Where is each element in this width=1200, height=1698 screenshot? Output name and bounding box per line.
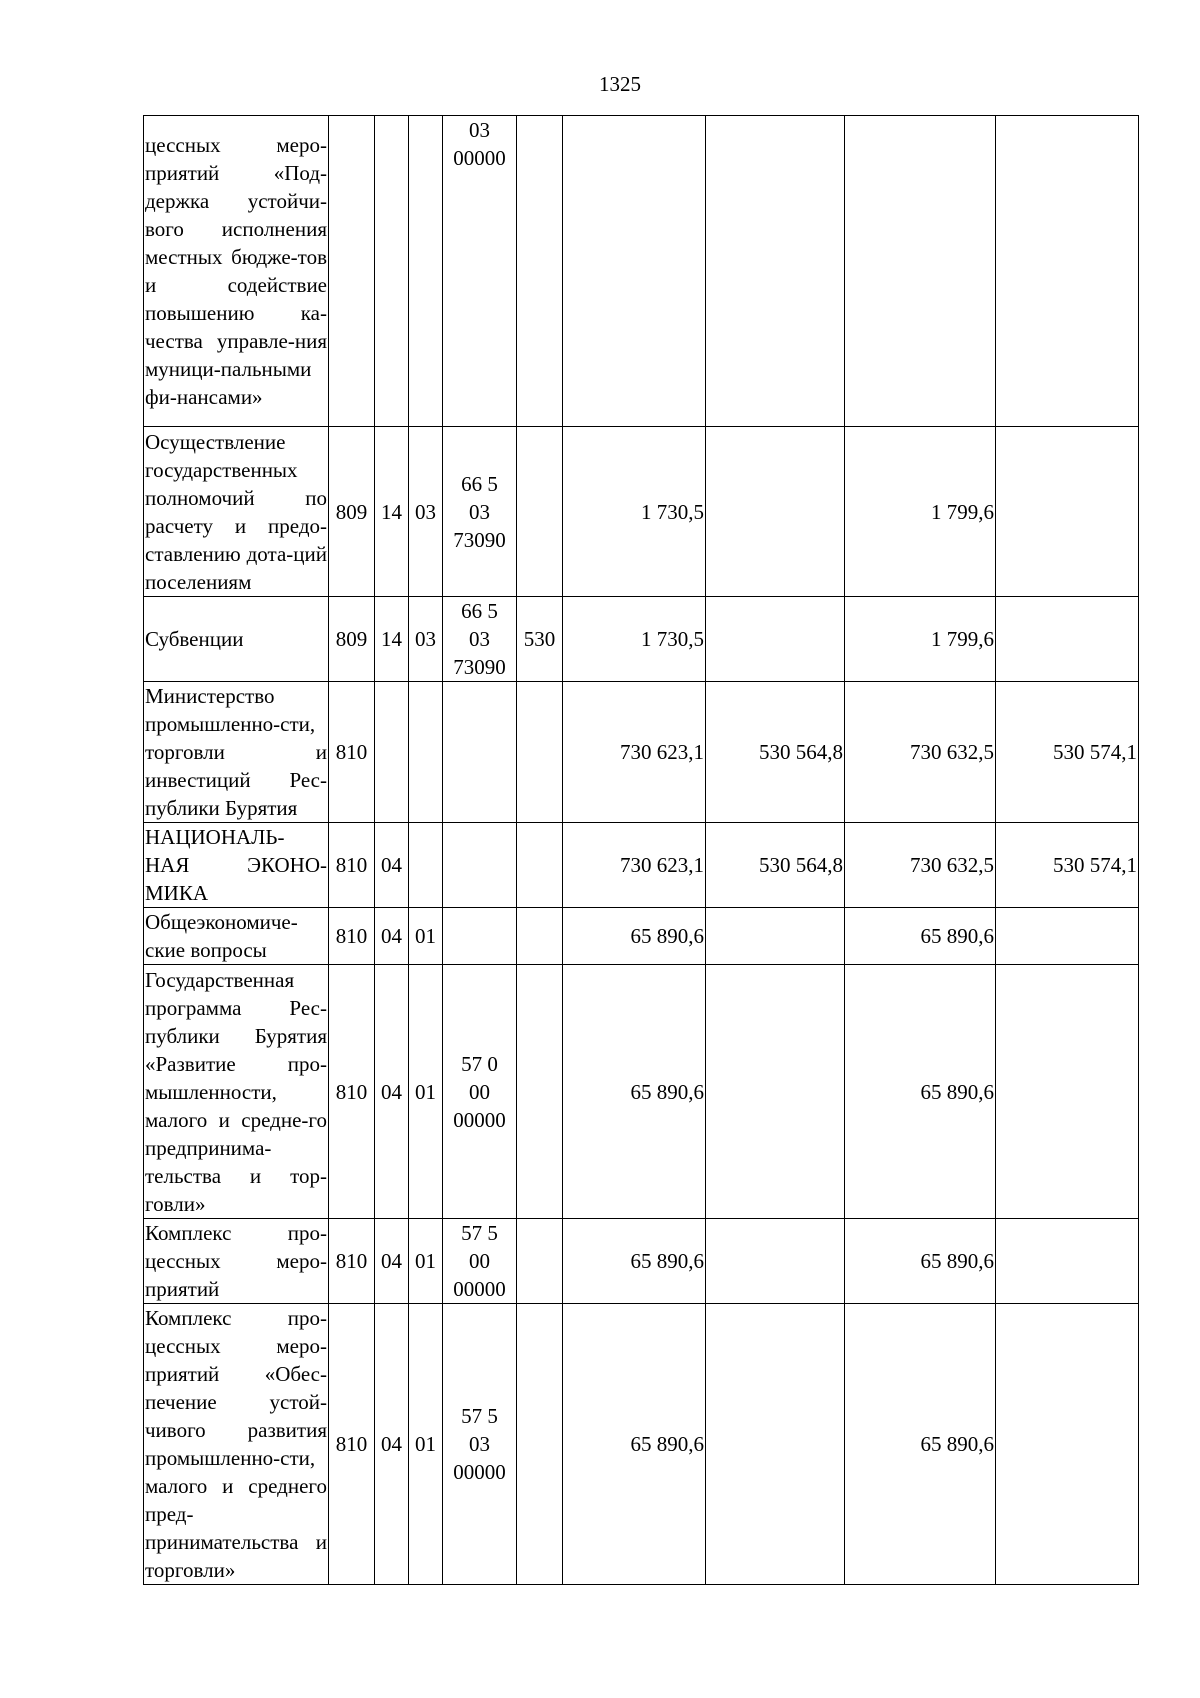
section-code [375, 682, 409, 823]
table-row [144, 965, 1139, 1219]
expense-type-code [517, 682, 563, 823]
amount-4 [996, 1219, 1139, 1304]
amount-2 [706, 965, 845, 1219]
row-name: Государственная программа Рес-публики Бурятия «Развитие про-мышленности, малого и средне-го предпринима-тельства и тор-говли» [144, 965, 329, 1219]
amount-2 [706, 1219, 845, 1304]
amount-2 [706, 1304, 845, 1585]
section-code [375, 116, 409, 427]
row-name: Комплекс про-цессных меро-приятий [144, 1219, 329, 1304]
table-row [144, 427, 1139, 597]
row-name: Осуществление государственных полномочий по расчету и предо-ставлению дота-ций поселениям [144, 427, 329, 597]
subsection-code: 03 [409, 597, 443, 682]
row-name: Общеэкономиче-ские вопросы [144, 908, 329, 965]
amount-3: 1 799,6 [845, 597, 996, 682]
amount-3 [845, 116, 996, 427]
target-article-code [443, 908, 517, 965]
expense-type-code [517, 965, 563, 1219]
section-code: 04 [375, 908, 409, 965]
amount-2: 530 564,8 [706, 823, 845, 908]
amount-4: 530 574,1 [996, 823, 1139, 908]
ministry-code: 809 [329, 427, 375, 597]
expense-type-code [517, 427, 563, 597]
amount-3: 65 890,6 [845, 965, 996, 1219]
target-article-code: 57 5 03 00000 [443, 1304, 517, 1585]
ministry-code: 810 [329, 823, 375, 908]
amount-1: 65 890,6 [563, 1219, 706, 1304]
amount-3: 65 890,6 [845, 1304, 996, 1585]
target-article-code: 66 5 03 73090 [443, 427, 517, 597]
table-row [144, 597, 1139, 682]
target-article-code: 66 5 03 73090 [443, 597, 517, 682]
amount-4 [996, 116, 1139, 427]
table-row [144, 116, 1139, 427]
subsection-code: 01 [409, 1219, 443, 1304]
ministry-code: 809 [329, 597, 375, 682]
target-article-code [443, 682, 517, 823]
amount-3: 1 799,6 [845, 427, 996, 597]
amount-1: 65 890,6 [563, 908, 706, 965]
row-name: Комплекс про-цессных меро-приятий «Обес-печение устой-чивого развития промышленно-сти, малого и среднего пред-принимательства и торговли» [144, 1304, 329, 1585]
target-article-code: 57 0 00 00000 [443, 965, 517, 1219]
amount-2 [706, 908, 845, 965]
ministry-code: 810 [329, 965, 375, 1219]
subsection-code: 01 [409, 908, 443, 965]
amount-1 [563, 116, 706, 427]
amount-1: 65 890,6 [563, 1304, 706, 1585]
expense-type-code [517, 908, 563, 965]
amount-3: 65 890,6 [845, 1219, 996, 1304]
page-number: 1325 [599, 72, 641, 96]
expense-type-code [517, 116, 563, 427]
expense-type-code [517, 1304, 563, 1585]
amount-3: 730 632,5 [845, 823, 996, 908]
amount-2 [706, 597, 845, 682]
amount-4 [996, 965, 1139, 1219]
subsection-code [409, 116, 443, 427]
section-code: 14 [375, 427, 409, 597]
amount-2 [706, 427, 845, 597]
section-code: 04 [375, 1304, 409, 1585]
table-row [144, 908, 1139, 965]
expense-type-code [517, 823, 563, 908]
amount-4 [996, 1304, 1139, 1585]
amount-4 [996, 908, 1139, 965]
amount-4 [996, 597, 1139, 682]
section-code: 04 [375, 1219, 409, 1304]
subsection-code: 03 [409, 427, 443, 597]
target-article-code [443, 823, 517, 908]
amount-3: 65 890,6 [845, 908, 996, 965]
expense-type-code: 530 [517, 597, 563, 682]
amount-1: 730 623,1 [563, 682, 706, 823]
subsection-code: 01 [409, 965, 443, 1219]
amount-2: 530 564,8 [706, 682, 845, 823]
subsection-code [409, 682, 443, 823]
budget-table [143, 115, 1139, 1585]
table-row [144, 1304, 1139, 1585]
ministry-code: 810 [329, 682, 375, 823]
amount-4: 530 574,1 [996, 682, 1139, 823]
ministry-code: 810 [329, 1304, 375, 1585]
section-code: 04 [375, 823, 409, 908]
row-name: Министерство промышленно-сти, торговли и инвестиций Рес-публики Бурятия [144, 682, 329, 823]
target-article-code: 03 00000 [443, 116, 517, 427]
subsection-code: 01 [409, 1304, 443, 1585]
amount-1: 65 890,6 [563, 965, 706, 1219]
target-article-code: 57 5 00 00000 [443, 1219, 517, 1304]
table-row [144, 823, 1139, 908]
ministry-code [329, 116, 375, 427]
amount-1: 730 623,1 [563, 823, 706, 908]
amount-1: 1 730,5 [563, 597, 706, 682]
table-row [144, 1219, 1139, 1304]
section-code: 14 [375, 597, 409, 682]
row-name: цессных меро-приятий «Под-держка устойчи-вого исполнения местных бюдже-тов и содействие повышению ка-чества управле-ния муници-пальными фи-нансами» [144, 116, 329, 427]
subsection-code [409, 823, 443, 908]
section-code: 04 [375, 965, 409, 1219]
amount-3: 730 632,5 [845, 682, 996, 823]
ministry-code: 810 [329, 1219, 375, 1304]
row-name: НАЦИОНАЛЬ-НАЯ ЭКОНО-МИКА [144, 823, 329, 908]
amount-4 [996, 427, 1139, 597]
row-name: Субвенции [144, 597, 329, 682]
amount-1: 1 730,5 [563, 427, 706, 597]
expense-type-code [517, 1219, 563, 1304]
amount-2 [706, 116, 845, 427]
table-row [144, 682, 1139, 823]
ministry-code: 810 [329, 908, 375, 965]
